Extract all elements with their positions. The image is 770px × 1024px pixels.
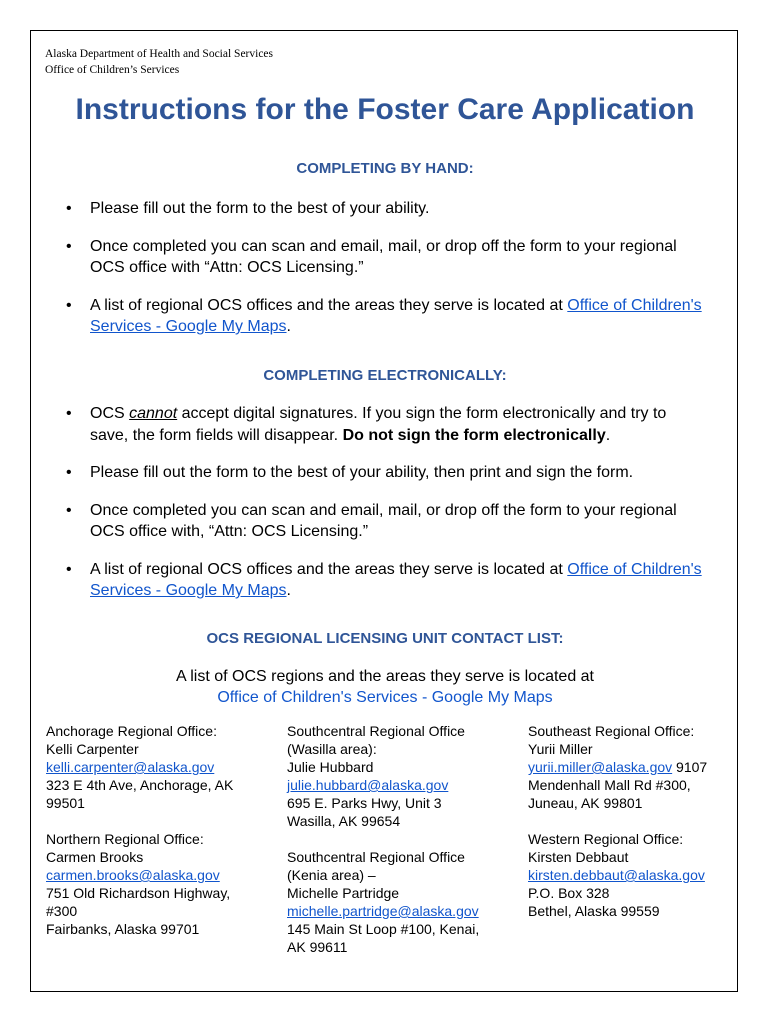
- list-item: [46, 500, 706, 543]
- email-link[interactable]: michelle.partridge@alaska.gov: [287, 903, 479, 919]
- address-line: Juneau, AK 99801: [528, 795, 643, 811]
- list-item-text: Please fill out the form to the best of your ability, then print and sign the form.: [90, 464, 634, 481]
- list-item-punctuation: .: [605, 426, 611, 444]
- contacts-column-3: [528, 722, 707, 938]
- office-title: Northern Regional Office:: [46, 831, 204, 847]
- office-title: Southcentral Regional Office: [287, 723, 465, 739]
- office-title: Western Regional Office:: [528, 831, 684, 847]
- emphasis-text: cannot: [129, 405, 178, 422]
- list-item: [46, 559, 706, 602]
- agency-header: [45, 46, 273, 78]
- address-line: Wasilla, AK 99654: [287, 813, 401, 829]
- contact-name: Yurii Miller: [528, 741, 593, 757]
- contact-name: Michelle Partridge: [287, 885, 400, 901]
- list-item: [46, 462, 706, 484]
- address-line: Fairbanks, Alaska 99701: [46, 921, 200, 937]
- address-line: P.O. Box 328: [528, 885, 610, 901]
- address-line: Bethel, Alaska 99559: [528, 903, 660, 919]
- contact-name: Julie Hubbard: [287, 759, 374, 775]
- list-item-text: Once completed you can scan and email, mail, or drop off the form to your regional OCS office with “Attn: OCS Licensing.”: [90, 237, 677, 276]
- office-name: Office of Children’s Services: [45, 64, 180, 76]
- list-item: [46, 403, 706, 446]
- list-item: [46, 198, 706, 220]
- address-line: AK 99611: [287, 939, 348, 955]
- intro-text: A list of OCS regions and the areas they serve is located at: [176, 668, 594, 685]
- email-link[interactable]: yurii.miller@alaska.gov: [528, 759, 673, 775]
- contact-list-intro: [0, 666, 770, 708]
- email-link[interactable]: julie.hubbard@alaska.gov: [287, 777, 449, 793]
- list-item-text: A list of regional OCS offices and the areas they serve is located at: [90, 560, 568, 578]
- contact-name: Carmen Brooks: [46, 849, 144, 865]
- contact-list-heading: OCS REGIONAL LICENSING UNIT CONTACT LIST:: [206, 630, 564, 647]
- bold-warning-text: Do not sign the form electronically: [342, 426, 606, 444]
- office-title: Anchorage Regional Office:: [46, 723, 217, 739]
- list-item-punctuation: .: [286, 582, 291, 599]
- southeast-office: [528, 722, 707, 812]
- electronic-heading: COMPLETING ELECTRONICALLY:: [263, 367, 507, 384]
- google-maps-link[interactable]: Office of Children's Services - Google My Maps: [90, 560, 702, 599]
- address-line: #300: [46, 903, 78, 919]
- contacts-column-2: [287, 722, 479, 974]
- by-hand-list: [46, 198, 706, 354]
- address-line: Mendenhall Mall Rd #300,: [528, 777, 691, 793]
- by-hand-heading: COMPLETING BY HAND:: [296, 160, 474, 177]
- contact-name: Kelli Carpenter: [46, 741, 139, 757]
- list-item-text: OCS: [90, 405, 130, 422]
- google-maps-link[interactable]: Office of Children's Services - Google My Maps: [217, 689, 553, 706]
- google-maps-link[interactable]: Office of Children's Services - Google My Maps: [90, 296, 702, 335]
- wasilla-office: [287, 722, 479, 830]
- email-link[interactable]: kelli.carpenter@alaska.gov: [46, 759, 215, 775]
- list-item-text: Please fill out the form to the best of your ability.: [90, 200, 430, 217]
- address-line: 695 E. Parks Hwy, Unit 3: [287, 795, 442, 811]
- office-title: Southeast Regional Office:: [528, 723, 695, 739]
- address-line: 323 E 4th Ave, Anchorage, AK: [46, 777, 234, 793]
- list-item: [46, 295, 706, 338]
- list-item: [46, 236, 706, 279]
- western-office: [528, 830, 707, 920]
- list-item-text: A list of regional OCS offices and the areas they serve is located at: [90, 296, 568, 314]
- department-name: Alaska Department of Health and Social Services: [45, 48, 274, 60]
- office-area: (Wasilla area):: [287, 741, 377, 757]
- page-title: Instructions for the Foster Care Application: [75, 93, 695, 126]
- list-item-text: Once completed you can scan and email, mail, or drop off the form to your regional OCS office with, “Attn: OCS Licensing.”: [90, 501, 677, 540]
- anchorage-office: [46, 722, 233, 812]
- northern-office: [46, 830, 233, 938]
- list-item-punctuation: .: [286, 318, 291, 335]
- electronic-list: [46, 403, 706, 618]
- email-link[interactable]: kirsten.debbaut@alaska.gov: [528, 867, 705, 883]
- email-link[interactable]: carmen.brooks@alaska.gov: [46, 867, 220, 883]
- address-fragment: 9107: [672, 759, 708, 775]
- address-line: 99501: [46, 795, 85, 811]
- office-title: Southcentral Regional Office: [287, 849, 465, 865]
- address-line: 751 Old Richardson Highway,: [46, 885, 231, 901]
- list-item-text: accept digital signatures. If you sign the form electronically and try to save, the form fields will disappear.: [90, 405, 667, 444]
- office-area: (Kenia area) –: [287, 867, 376, 883]
- contact-name: Kirsten Debbaut: [528, 849, 629, 865]
- kenai-office: [287, 848, 479, 956]
- contacts-column-1: [46, 722, 233, 956]
- address-line: 145 Main St Loop #100, Kenai,: [287, 921, 480, 937]
